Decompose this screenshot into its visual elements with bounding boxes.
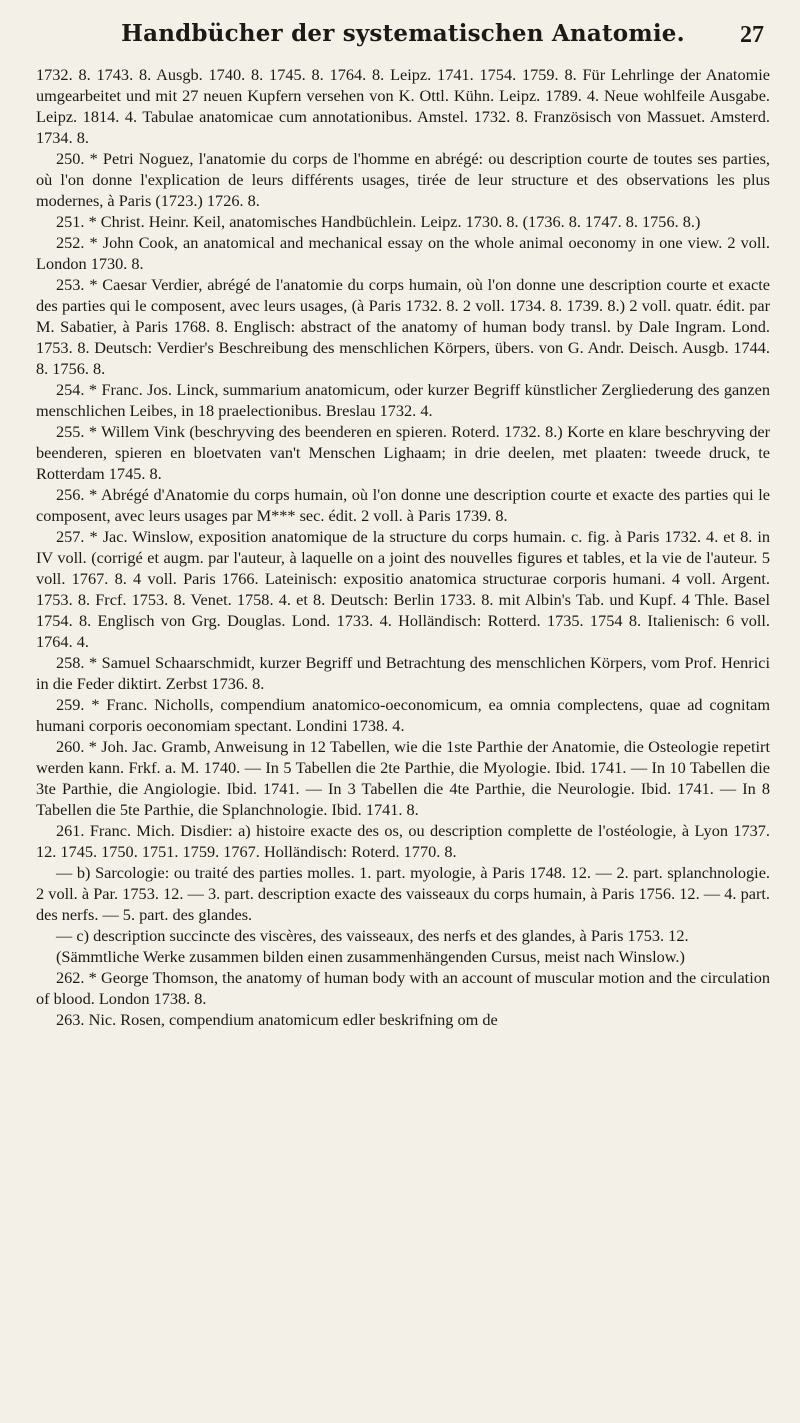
entry-263: 263. Nic. Rosen, compendium anatomicum edler beskrifning om de <box>56 1010 498 1029</box>
entry-continuation: 1732. 8. 1743. 8. Ausgb. 1740. 8. 1745. 8. 1764. 8. Leipz. 1741. 1754. 1759. 8. Für Lehrlinge der Anatomie umgearbeitet und mit 27 neuen Kupfern versehen von K. Ottl. Kühn. Leipz. 1789. 4. Neue wohlfeile Ausgabe. Leipz. 1814. 4. Tabulae anatomicae cum annotationibus. Amstel. 1732. 8. Französisch von Massuet. Amsterd. 1734. 8. <box>36 65 770 147</box>
entry-260: 260. * Joh. Jac. Gramb, Anweisung in 12 Tabellen, wie die 1ste Parthie der Anatomie, die Osteologie repetirt werden kann. Frkf. a. M. 1740. — In 5 Tabellen die 2te Parthie, die Myologie. Ibid. 1741. — In 10 Tabellen die 3te Parthie, die Angiologie. Ibid. 1741. — In 3 Tabellen die 4te Parthie, die Neurologie. Ibid. 1741. — In 8 Tabellen die 5te Parthie, die Splanchnologie. Ibid. 1741. 8. <box>36 737 770 819</box>
entry-255: 255. * Willem Vink (beschryving des beenderen en spieren. Roterd. 1732. 8.) Korte en klare beschryving der beenderen, spieren en bloetvaten van't Menschen Lighaam; in drie deelen, met plaaten: tweede druck, te Rotterdam 1745. 8. <box>36 422 770 483</box>
entry-254: 254. * Franc. Jos. Linck, summarium anatomicum, oder kurzer Begriff künstlicher Zergliederung des ganzen menschlichen Leibes, in 18 praelectionibus. Breslau 1732. 4. <box>36 380 770 420</box>
entry-252: 252. * John Cook, an anatomical and mechanical essay on the whole animal oeconomy in one view. 2 voll. London 1730. 8. <box>36 233 770 273</box>
entry-257: 257. * Jac. Winslow, exposition anatomique de la structure du corps humain. c. fig. à Paris 1732. 4. et 8. in IV voll. (corrigé et augm. par l'auteur, à laquelle on a joint des nouvelles figures et tables, et la vie de l'auteur. 5 voll. 1767. 8. 4 voll. Paris 1766. Lateinisch: expositio anatomica structurae corporis humani. 4 voll. Argent. 1753. 8. Frcf. 1753. 8. Venet. 1758. 4. et 8. Deutsch: Berlin 1733. 8. mit Albin's Tab. und Kupf. 4 Thle. Basel 1754. 8. Englisch von Grg. Douglas. Lond. 1733. 4. Holländisch: Rotterd. 1735. 1754 8. Italienisch: 6 voll. 1764. 4. <box>36 527 770 651</box>
running-header <box>36 20 770 54</box>
entry-250: 250. * Petri Noguez, l'anatomie du corps de l'homme en abrégé: ou description courte de toutes ses parties, où l'on donne l'explication de leurs différents usages, tirée de leur structure et des observations les plus modernes, à Paris (1723.) 1726. 8. <box>36 149 770 210</box>
entry-261-note: (Sämmtliche Werke zusammen bilden einen zusammenhängenden Cursus, meist nach Winslow.) <box>56 947 685 966</box>
entry-259: 259. * Franc. Nicholls, compendium anatomico-oeconomicum, ea omnia complectens, quae ad cognitam humani corporis oeconomiam spectant. Londini 1738. 4. <box>36 695 770 735</box>
entry-261: 261. Franc. Mich. Disdier: a) histoire exacte des os, ou description complette de l'ostéologie, à Lyon 1737. 12. 1745. 1750. 1751. 1759. 1767. Holländisch: Roterd. 1770. 8. <box>36 821 770 861</box>
entry-258: 258. * Samuel Schaarschmidt, kurzer Begriff und Betrachtung des menschlichen Körpers, vom Prof. Henrici in die Feder diktirt. Zerbst 1736. 8. <box>36 653 770 693</box>
entry-253: 253. * Caesar Verdier, abrégé de l'anatomie du corps humain, où l'on donne une description courte et exacte des parties qui le composent, avec leurs usages, (à Paris 1732. 8. 2 voll. 1734. 8. 1739. 8.) 2 voll. quatr. édit. par M. Sabatier, à Paris 1768. 8. Englisch: abstract of the anatomy of human body transl. by Dale Ingram. Lond. 1753. 8. Deutsch: Verdier's Beschreibung des menschlichen Körpers, übers. von G. Andr. Deisch. Ausgb. 1744. 8. 1756. 8. <box>36 275 770 378</box>
bibliography-entries <box>36 64 770 1030</box>
entry-256: 256. * Abrégé d'Anatomie du corps humain, où l'on donne une description courte et exacte des parties qui le composent, avec leurs usages par M*** sec. édit. 2 voll. à Paris 1739. 8. <box>36 485 770 525</box>
entry-251: 251. * Christ. Heinr. Keil, anatomisches Handbüchlein. Leipz. 1730. 8. (1736. 8. 1747. 8. 1756. 8.) <box>56 212 701 231</box>
entry-261-c: — c) description succincte des viscères, des vaisseaux, des nerfs et des glandes, à Paris 1753. 12. <box>56 926 689 945</box>
entry-262: 262. * George Thomson, the anatomy of human body with an account of muscular motion and the circulation of blood. London 1738. 8. <box>36 968 770 1008</box>
running-title: Handbücher der systematischen Anatomie. <box>121 20 685 47</box>
entry-261-b: — b) Sarcologie: ou traité des parties molles. 1. part. myologie, à Paris 1748. 12. — 2. part. splanchnologie. 2 voll. à Par. 1753. 12. — 3. part. description exacte des vaisseaux du corps humain, à Paris 1756. 12. — 4. part. des nerfs. — 5. part. des glandes. <box>36 863 770 924</box>
page-number: 27 <box>740 22 764 48</box>
